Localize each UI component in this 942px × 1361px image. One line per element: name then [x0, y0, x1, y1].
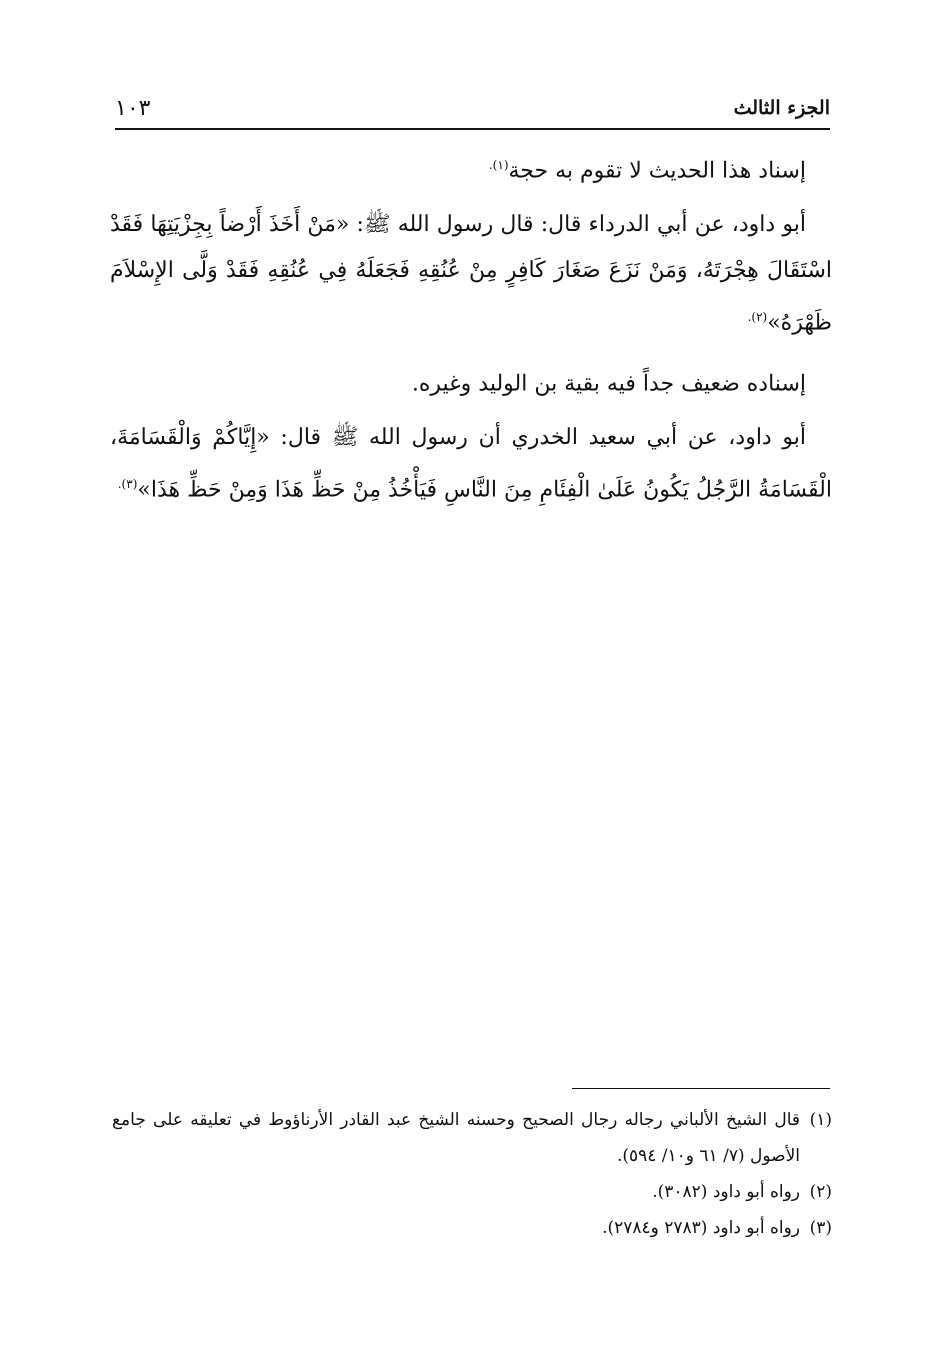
page-header: [115, 88, 830, 130]
paragraph: [110, 202, 832, 346]
footnote-ref: (٢).: [747, 310, 768, 325]
paragraph-text: أبو داود، عن أبي سعيد الخدري أن رسول الله ﷺ قال: «إِيَّاكُمْ وَالْقَسَامَةَ، الْقَسَامَةُ الرَّجُلُ يَكُونُ عَلَىٰ الْفِئَامِ مِنَ النَّاسِ فَيَأْخُذُ مِنْ حَظِّ هَذَا وَمِنْ حَظِّ هَذَا»: [110, 424, 832, 503]
paragraph: [110, 355, 832, 407]
paragraph: [110, 142, 832, 194]
footnotes: [112, 1102, 832, 1246]
paragraph-text: إسناده ضعيف جداً فيه بقية بن الوليد وغيره.: [411, 370, 806, 396]
running-head: الجزء الثالث: [733, 97, 830, 119]
page-number: ١٠٣: [115, 95, 151, 121]
main-text: [110, 142, 832, 513]
paragraph-text: إسناد هذا الحديث لا تقوم به حجة: [508, 158, 806, 184]
paragraph: [110, 415, 832, 513]
footnote: [112, 1102, 832, 1174]
footnote-number: (٣): [809, 1218, 832, 1238]
footnote-text: رواه أبو داود (٢٧٨٣ و٢٧٨٤).: [602, 1218, 800, 1238]
footnote-text: قال الشيخ الألباني رجاله رجال الصحيح وحسنه الشيخ عبد القادر الأرناؤوط في تعليقه على جامع الأصول (٧/ ٦١ و١٠/ ٥٩٤).: [112, 1110, 800, 1166]
footnote-number: (١): [809, 1110, 832, 1130]
footnote-number: (٢): [809, 1182, 832, 1202]
footnote: [112, 1174, 832, 1210]
footnote-text: رواه أبو داود (٣٠٨٢).: [652, 1182, 800, 1202]
footnote-separator: [572, 1088, 830, 1089]
footnote: [112, 1210, 832, 1246]
paragraph-text: أبو داود، عن أبي الدرداء قال: قال رسول الله ﷺ: «مَنْ أَخَذَ أَرْضاً بِجِزْيَتِهَا فَقَدْ اسْتَقَالَ هِجْرَتَهُ، وَمَنْ نَزَعَ صَغَارَ كَافِرٍ مِنْ عُنُقِهِ فَجَعَلَهُ فِي عُنُقِهِ فَقَدْ وَلَّى الإِسْلاَمَ ظَهْرَهُ»: [110, 212, 832, 336]
footnote-ref: (٣).: [117, 476, 138, 491]
footnote-ref: (١).: [488, 158, 509, 172]
